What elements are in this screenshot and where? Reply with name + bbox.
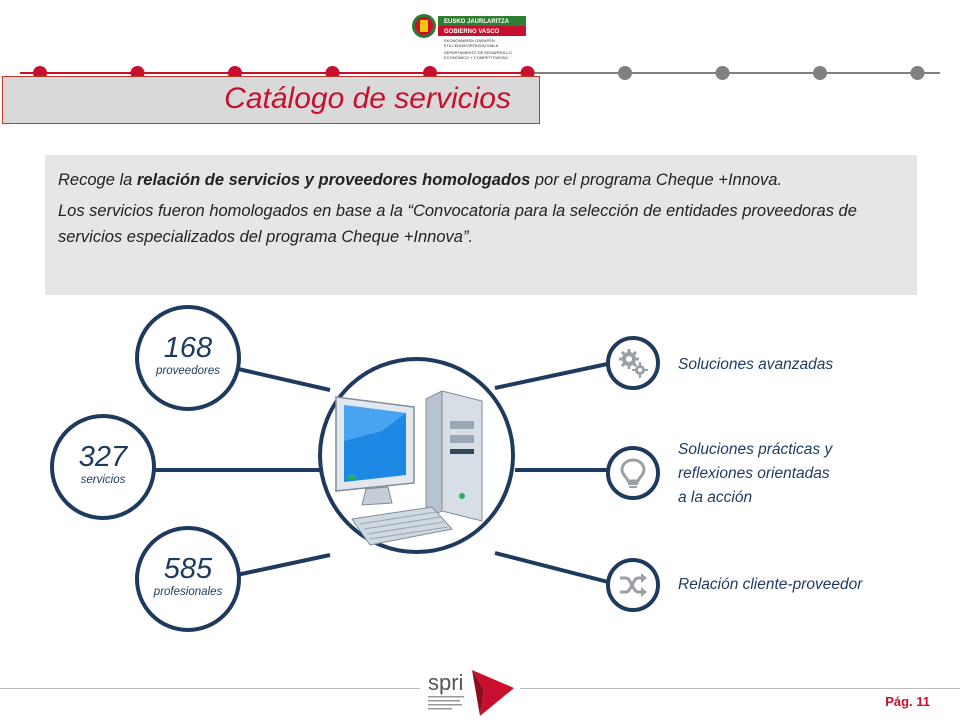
- computer-hub: [318, 357, 515, 554]
- lightbulb-icon: [606, 446, 660, 500]
- stat-proveedores: [135, 305, 241, 411]
- computer-icon: [322, 361, 511, 550]
- stat-label: servicios: [80, 474, 126, 486]
- svg-text:GOBIERNO VASCO: GOBIERNO VASCO: [444, 29, 500, 35]
- stat-label: profesionales: [153, 586, 223, 598]
- page-title: Catálogo de servicios: [224, 82, 511, 115]
- stat-value: 327: [78, 441, 128, 473]
- feature-label-soluciones-avanzadas: Soluciones avanzadas: [678, 356, 834, 373]
- shuffle-icon: [606, 558, 660, 612]
- svg-text:DEPARTAMENTO DE DESARROLLO: DEPARTAMENTO DE DESARROLLO: [444, 50, 512, 55]
- svg-text:ETA LEHIAKORTASUN SAILA: ETA LEHIAKORTASUN SAILA: [444, 43, 499, 48]
- description-highlight: relación de servicios y proveedores homologados: [136, 171, 531, 189]
- description-paragraph-2: Los servicios fueron homologados en base a la “Convocatoria para la selección de entidades proveedoras de servicios especializados del programa Cheque +Innova”.: [58, 202, 857, 246]
- spri-logo: [420, 660, 520, 720]
- gears-icon: [606, 336, 660, 390]
- page-number: Pág. 11: [885, 694, 930, 709]
- description-paragraph-1: Recoge la relación de servicios y proveedores homologados por el programa Cheque +Innova.: [58, 171, 783, 189]
- stat-label: proveedores: [156, 365, 220, 377]
- svg-text:EUSKO JAURLARITZA: EUSKO JAURLARITZA: [444, 19, 510, 25]
- stat-servicios: [50, 414, 156, 520]
- stat-value: 168: [163, 332, 213, 364]
- stat-profesionales: [135, 526, 241, 632]
- svg-text:ECONÓMICO Y COMPETITIVIDAD: ECONÓMICO Y COMPETITIVIDAD: [444, 55, 508, 60]
- svg-text:spri: spri: [428, 670, 464, 695]
- feature-label-soluciones-practicas: Soluciones prácticas y reflexiones orientadas a la acción: [678, 441, 833, 506]
- feature-label-relacion-cliente: Relación cliente-proveedor: [678, 576, 863, 593]
- svg-text:EKONOMIAREN GARAPEN: EKONOMIAREN GARAPEN: [444, 38, 495, 43]
- stat-value: 585: [163, 553, 213, 585]
